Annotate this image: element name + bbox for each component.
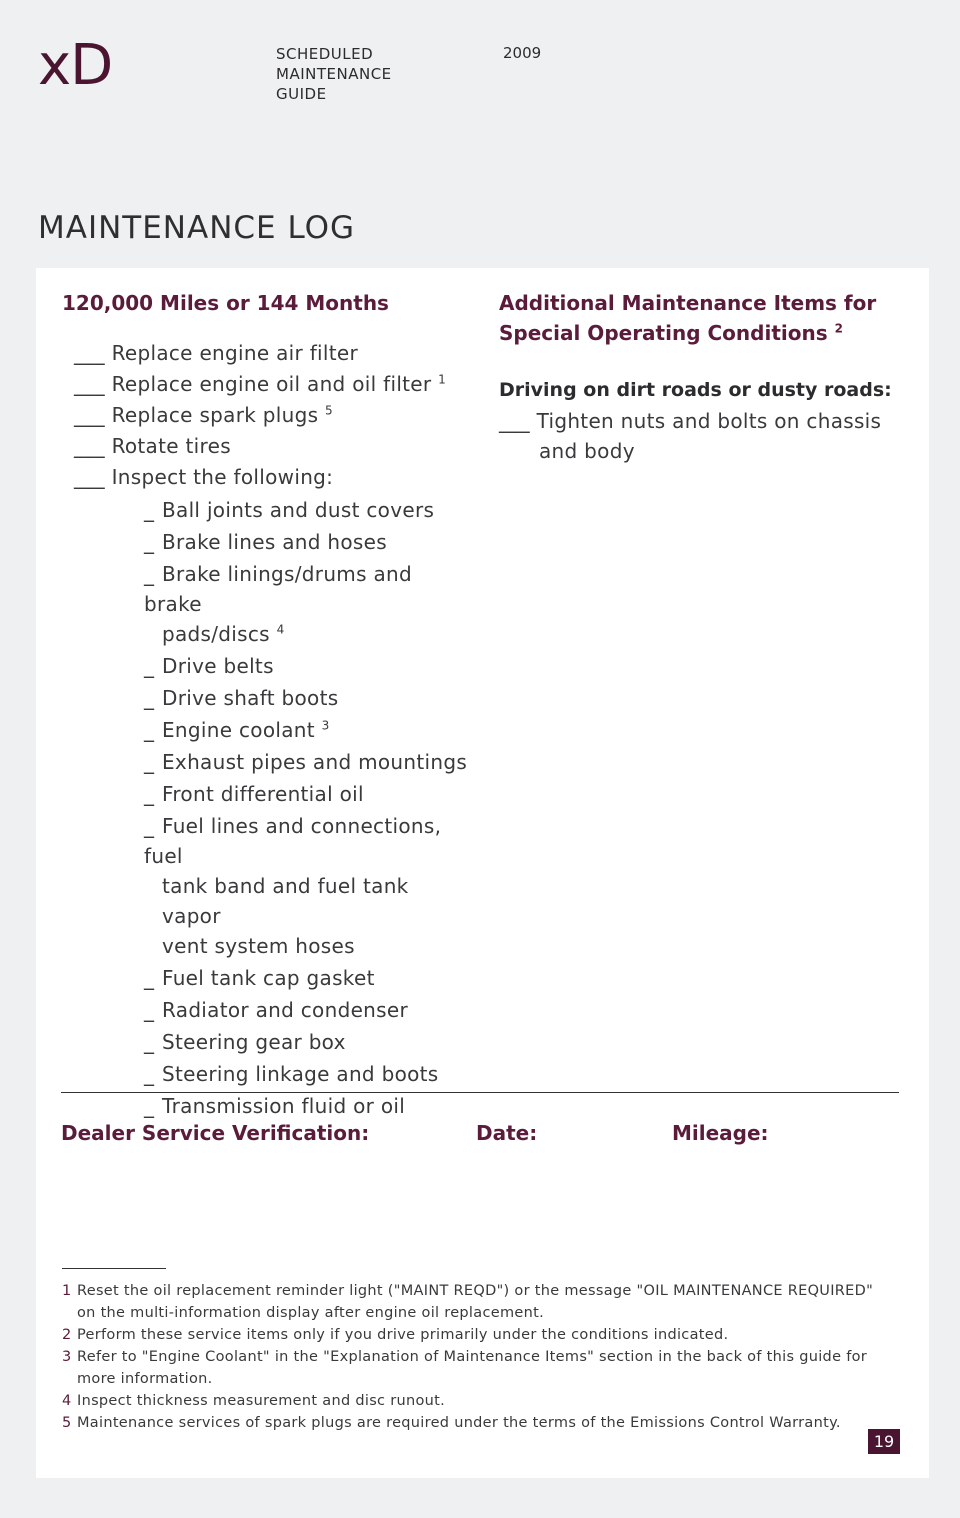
footnote <box>62 1280 902 1324</box>
heading-line: Special Operating Conditions <box>499 321 828 345</box>
item-text: Fuel tank cap gasket <box>162 966 375 990</box>
footnote-ref: 5 <box>325 403 333 418</box>
item-text: Replace engine oil and oil filter <box>111 372 432 396</box>
checkbox-blank: ___ <box>74 465 105 489</box>
item-text: Inspect the following: <box>111 465 334 489</box>
footnotes <box>62 1280 902 1434</box>
item-text: Exhaust pipes and mountings <box>162 750 468 774</box>
inspection-item <box>144 1059 472 1089</box>
sub-marker: _ <box>144 1094 155 1118</box>
footnote-text: Maintenance services of spark plugs are required under the terms of the Emissions Control Warranty. <box>77 1415 841 1431</box>
page-number: 19 <box>868 1429 900 1454</box>
guide-title-line: SCHEDULED <box>276 45 374 63</box>
item-text: vent system hoses <box>162 934 355 958</box>
item-text: Drive shaft boots <box>162 686 339 710</box>
footnote-text: Refer to "Engine Coolant" in the "Explanation of Maintenance Items" section in the back of this guide for <box>77 1349 868 1365</box>
checkbox-blank: ___ <box>74 434 105 458</box>
inspection-item <box>144 811 472 961</box>
footnote-number: 5 <box>62 1415 72 1431</box>
inspection-item <box>144 779 472 809</box>
footnote-number: 3 <box>62 1349 72 1365</box>
date-label: Date: <box>476 1121 538 1145</box>
sub-marker: _ <box>144 654 155 678</box>
maintenance-item <box>68 400 472 431</box>
heading-line: Additional Maintenance Items for <box>499 291 877 315</box>
sub-marker: _ <box>144 750 155 774</box>
footnote-text: Inspect thickness measurement and disc runout. <box>77 1393 446 1409</box>
item-text: Brake linings/drums and brake <box>144 562 412 616</box>
maintenance-item <box>499 406 899 466</box>
footnote-ref: 3 <box>321 718 330 733</box>
footnote-ref: 2 <box>834 321 843 336</box>
footnote-text: more information. <box>77 1371 213 1387</box>
maintenance-item <box>68 338 472 369</box>
maintenance-item <box>68 462 472 493</box>
item-text: Brake lines and hoses <box>162 530 387 554</box>
inspection-item <box>144 527 472 557</box>
inspection-item <box>144 651 472 681</box>
sub-marker: _ <box>144 782 155 806</box>
sub-marker: _ <box>144 562 155 586</box>
footnote-divider <box>62 1268 166 1269</box>
inspection-item <box>144 683 472 713</box>
guide-title <box>276 44 392 104</box>
footnote-text: Reset the oil replacement reminder light ("MAINT REQD") or the message "OIL MAINTENANCE REQUIRED" <box>77 1283 874 1299</box>
checkbox-blank: ___ <box>74 372 105 396</box>
footnote <box>62 1346 902 1390</box>
special-conditions-heading <box>499 288 899 348</box>
item-text: Steering gear box <box>162 1030 346 1054</box>
condition-label: Driving on dirt roads or dusty roads: <box>499 379 892 401</box>
item-text: Engine coolant <box>162 718 315 742</box>
divider-rule <box>61 1092 899 1093</box>
item-text: tank band and fuel tank vapor <box>162 874 409 928</box>
item-text: Ball joints and dust covers <box>162 498 435 522</box>
footnote-number: 1 <box>62 1283 72 1299</box>
sub-marker: _ <box>144 718 155 742</box>
footnote-ref: 4 <box>276 622 285 637</box>
sub-marker: _ <box>144 498 155 522</box>
sub-marker: _ <box>144 814 155 838</box>
guide-title-line: GUIDE <box>276 85 327 103</box>
item-text: Radiator and condenser <box>162 998 408 1022</box>
interval-column <box>62 288 472 1123</box>
special-conditions-column <box>499 288 899 466</box>
dealer-verification-label: Dealer Service Verification: <box>61 1121 370 1145</box>
checkbox-blank: ___ <box>74 341 105 365</box>
inspection-item <box>144 559 472 649</box>
sub-marker: _ <box>144 1062 155 1086</box>
item-text: pads/discs <box>162 622 270 646</box>
maintenance-log-panel <box>36 268 929 1478</box>
sub-marker: _ <box>144 998 155 1022</box>
inspection-item <box>144 963 472 993</box>
item-text: Tighten nuts and bolts on chassis <box>536 409 882 433</box>
item-text: Drive belts <box>162 654 274 678</box>
section-title: MAINTENANCE LOG <box>38 210 356 246</box>
footnote-number: 2 <box>62 1327 72 1343</box>
footnote-number: 4 <box>62 1393 72 1409</box>
xd-logo: xD <box>38 33 113 98</box>
item-text: Replace spark plugs <box>111 403 319 427</box>
item-text: Replace engine air filter <box>111 341 359 365</box>
footnote-text: Perform these service items only if you drive primarily under the conditions indicated. <box>77 1327 729 1343</box>
sub-marker: _ <box>144 686 155 710</box>
footnote <box>62 1412 902 1434</box>
item-text: Fuel lines and connections, fuel <box>144 814 442 868</box>
inspection-item <box>144 747 472 777</box>
maintenance-item <box>68 369 472 400</box>
item-text: Rotate tires <box>111 434 231 458</box>
inspection-item <box>144 715 472 745</box>
model-year: 2009 <box>503 44 542 62</box>
checkbox-blank: ___ <box>74 403 105 427</box>
interval-heading: 120,000 Miles or 144 Months <box>62 291 389 315</box>
sub-marker: _ <box>144 1030 155 1054</box>
inspection-item <box>144 1091 472 1121</box>
inspection-item <box>144 995 472 1025</box>
item-text: Transmission fluid or oil <box>162 1094 406 1118</box>
footnote-ref: 1 <box>438 372 447 387</box>
maintenance-item <box>68 431 472 462</box>
guide-title-line: MAINTENANCE <box>276 65 392 83</box>
mileage-label: Mileage: <box>672 1121 769 1145</box>
inspection-item <box>144 1027 472 1057</box>
footnote <box>62 1390 902 1412</box>
sub-marker: _ <box>144 966 155 990</box>
footnote <box>62 1324 902 1346</box>
maintenance-items <box>62 338 472 493</box>
inspection-subitems <box>62 495 472 1121</box>
item-text: and body <box>539 439 635 463</box>
item-text: Front differential oil <box>162 782 364 806</box>
item-text: Steering linkage and boots <box>162 1062 439 1086</box>
inspection-item <box>144 495 472 525</box>
sub-marker: _ <box>144 530 155 554</box>
checkbox-blank: ___ <box>499 409 530 433</box>
footnote-text: on the multi-information display after engine oil replacement. <box>77 1305 544 1321</box>
